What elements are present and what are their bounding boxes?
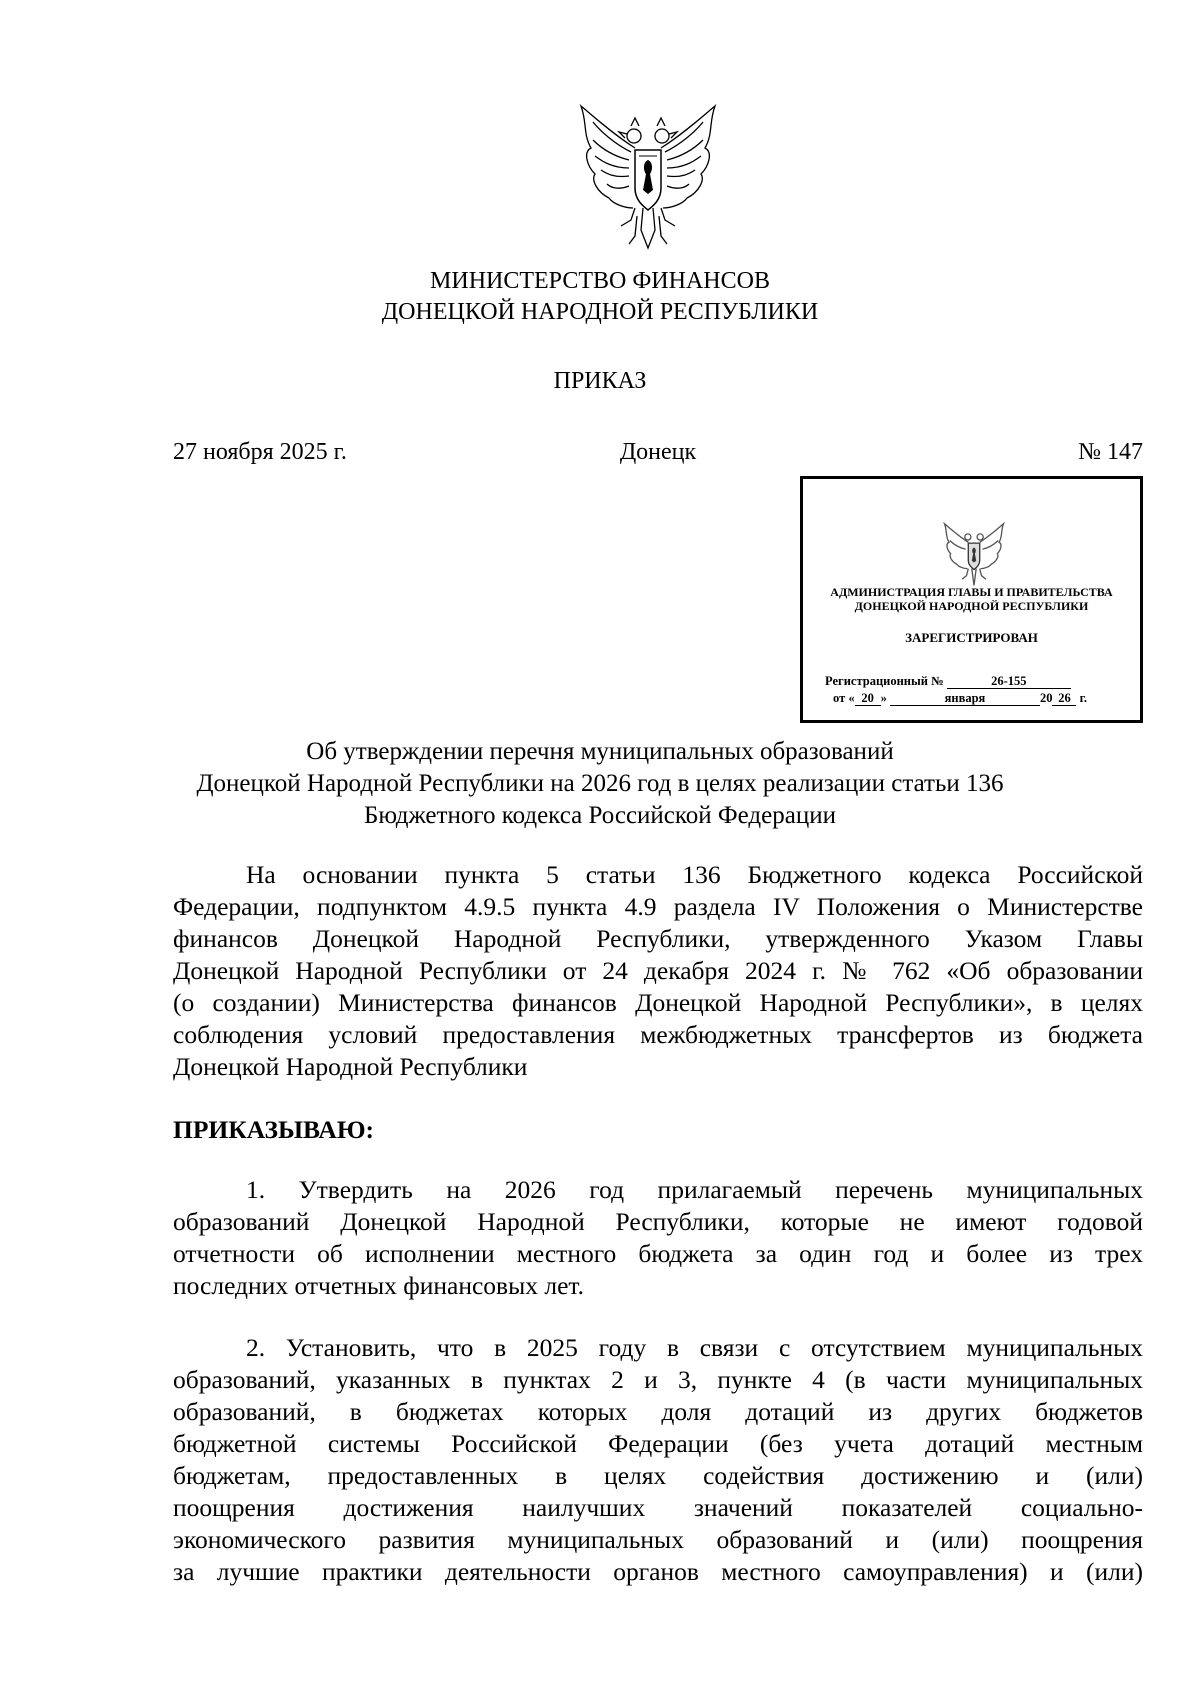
stamp-year-suffix: 26 [1052, 692, 1076, 706]
text-line: 2. Установить, что в 2025 году в связи с отсутствием муниципальных [246, 1333, 1143, 1362]
date-line [173, 437, 1143, 468]
order-subject [0, 736, 1200, 832]
eagle-emblem-icon [573, 104, 723, 250]
text-line: образований Донецкой Народной Республики, которые не имеют годовой [173, 1207, 1143, 1236]
stamp-org-line-2: ДОНЕЦКОЙ НАРОДНОЙ РЕСПУБЛИКИ [854, 599, 1089, 613]
stamp-date-mid: » [880, 691, 887, 705]
order-item-1 [173, 1174, 1143, 1302]
subject-line-1: Об утверждении перечня муниципальных образований [306, 738, 894, 765]
city: Донецк [619, 439, 697, 465]
order-number: № 147 [1078, 439, 1143, 465]
order-directive: ПРИКАЗЫВАЮ: [173, 1115, 375, 1144]
ministry-line-1: МИНИСТЕРСТВО ФИНАНСОВ [430, 268, 770, 294]
preamble-paragraph [173, 859, 1143, 1083]
text-line: соблюдения условий предоставления межбюджетных трансфертов из бюджета [173, 1020, 1143, 1049]
text-line: последних отчетных финансовых лет. [173, 1271, 584, 1300]
stamp-date-line [833, 690, 1087, 706]
text-line: На основании пункта 5 статьи 136 Бюджетного кодекса Российской [246, 860, 1143, 889]
text-line: Донецкой Народной Республики от 24 декабря 2024 г. № 762 «Об образовании [173, 956, 1143, 985]
text-line: Донецкой Народной Республики [173, 1052, 528, 1081]
text-line: 1. Утвердить на 2026 год прилагаемый перечень муниципальных [246, 1175, 1143, 1204]
ministry-header [0, 266, 1200, 328]
text-line: бюджетам, предоставленных в целях содействия достижению и (или) [173, 1461, 1143, 1490]
stamp-emblem [941, 522, 1007, 588]
text-line: бюджетной системы Российской Федерации (без учета дотаций местным [173, 1429, 1143, 1458]
stamp-year-prefix: 20 [1039, 691, 1053, 705]
subject-line-3: Бюджетного кодекса Российской Федерации [364, 802, 836, 829]
stamp-eagle-icon [941, 522, 1007, 588]
text-line: финансов Донецкой Народной Республики, утвержденного Указом Главы [173, 924, 1143, 953]
stamp-reg-label: Регистрационный № [825, 674, 944, 688]
stamp-day: 20 [855, 692, 881, 706]
stamp-month: января [890, 692, 1040, 706]
document-type: ПРИКАЗ [553, 368, 647, 394]
text-line: образований, указанных в пунктах 2 и 3, пункте 4 (в части муниципальных [173, 1365, 1143, 1394]
text-line: образований, в бюджетах которых доля дотаций из других бюджетов [173, 1397, 1143, 1426]
text-line: экономического развития муниципальных образований и (или) поощрения [173, 1525, 1143, 1554]
registration-stamp [800, 476, 1143, 723]
text-line: за лучшие практики деятельности органов местного самоуправления) и (или) [173, 1557, 1143, 1586]
stamp-reg-number: 26-155 [947, 675, 1071, 689]
order-item-2 [173, 1332, 1143, 1588]
subject-line-2: Донецкой Народной Республики на 2026 год в целях реализации статьи 136 [196, 770, 1004, 797]
coat-of-arms-emblem [573, 104, 723, 250]
text-line: отчетности об исполнении местного бюджета за один год и более из трех [173, 1239, 1143, 1268]
order-date: 27 ноября 2025 г. [173, 439, 347, 465]
stamp-organization [803, 585, 1140, 613]
stamp-status: ЗАРЕГИСТРИРОВАН [905, 630, 1038, 645]
stamp-reg-number-line [825, 673, 1071, 689]
stamp-date-from: от « [833, 691, 855, 705]
stamp-org-line-1: АДМИНИСТРАЦИЯ ГЛАВЫ И ПРАВИТЕЛЬСТВА [830, 585, 1113, 599]
ministry-line-2: ДОНЕЦКОЙ НАРОДНОЙ РЕСПУБЛИКИ [381, 299, 819, 325]
text-line: (о создании) Министерства финансов Донецкой Народной Республики», в целях [173, 988, 1143, 1017]
text-line: поощрения достижения наилучших значений показателей социально- [173, 1493, 1143, 1522]
stamp-year-end: г. [1079, 691, 1088, 705]
text-line: Федерации, подпунктом 4.9.5 пункта 4.9 раздела IV Положения о Министерстве [173, 892, 1143, 921]
